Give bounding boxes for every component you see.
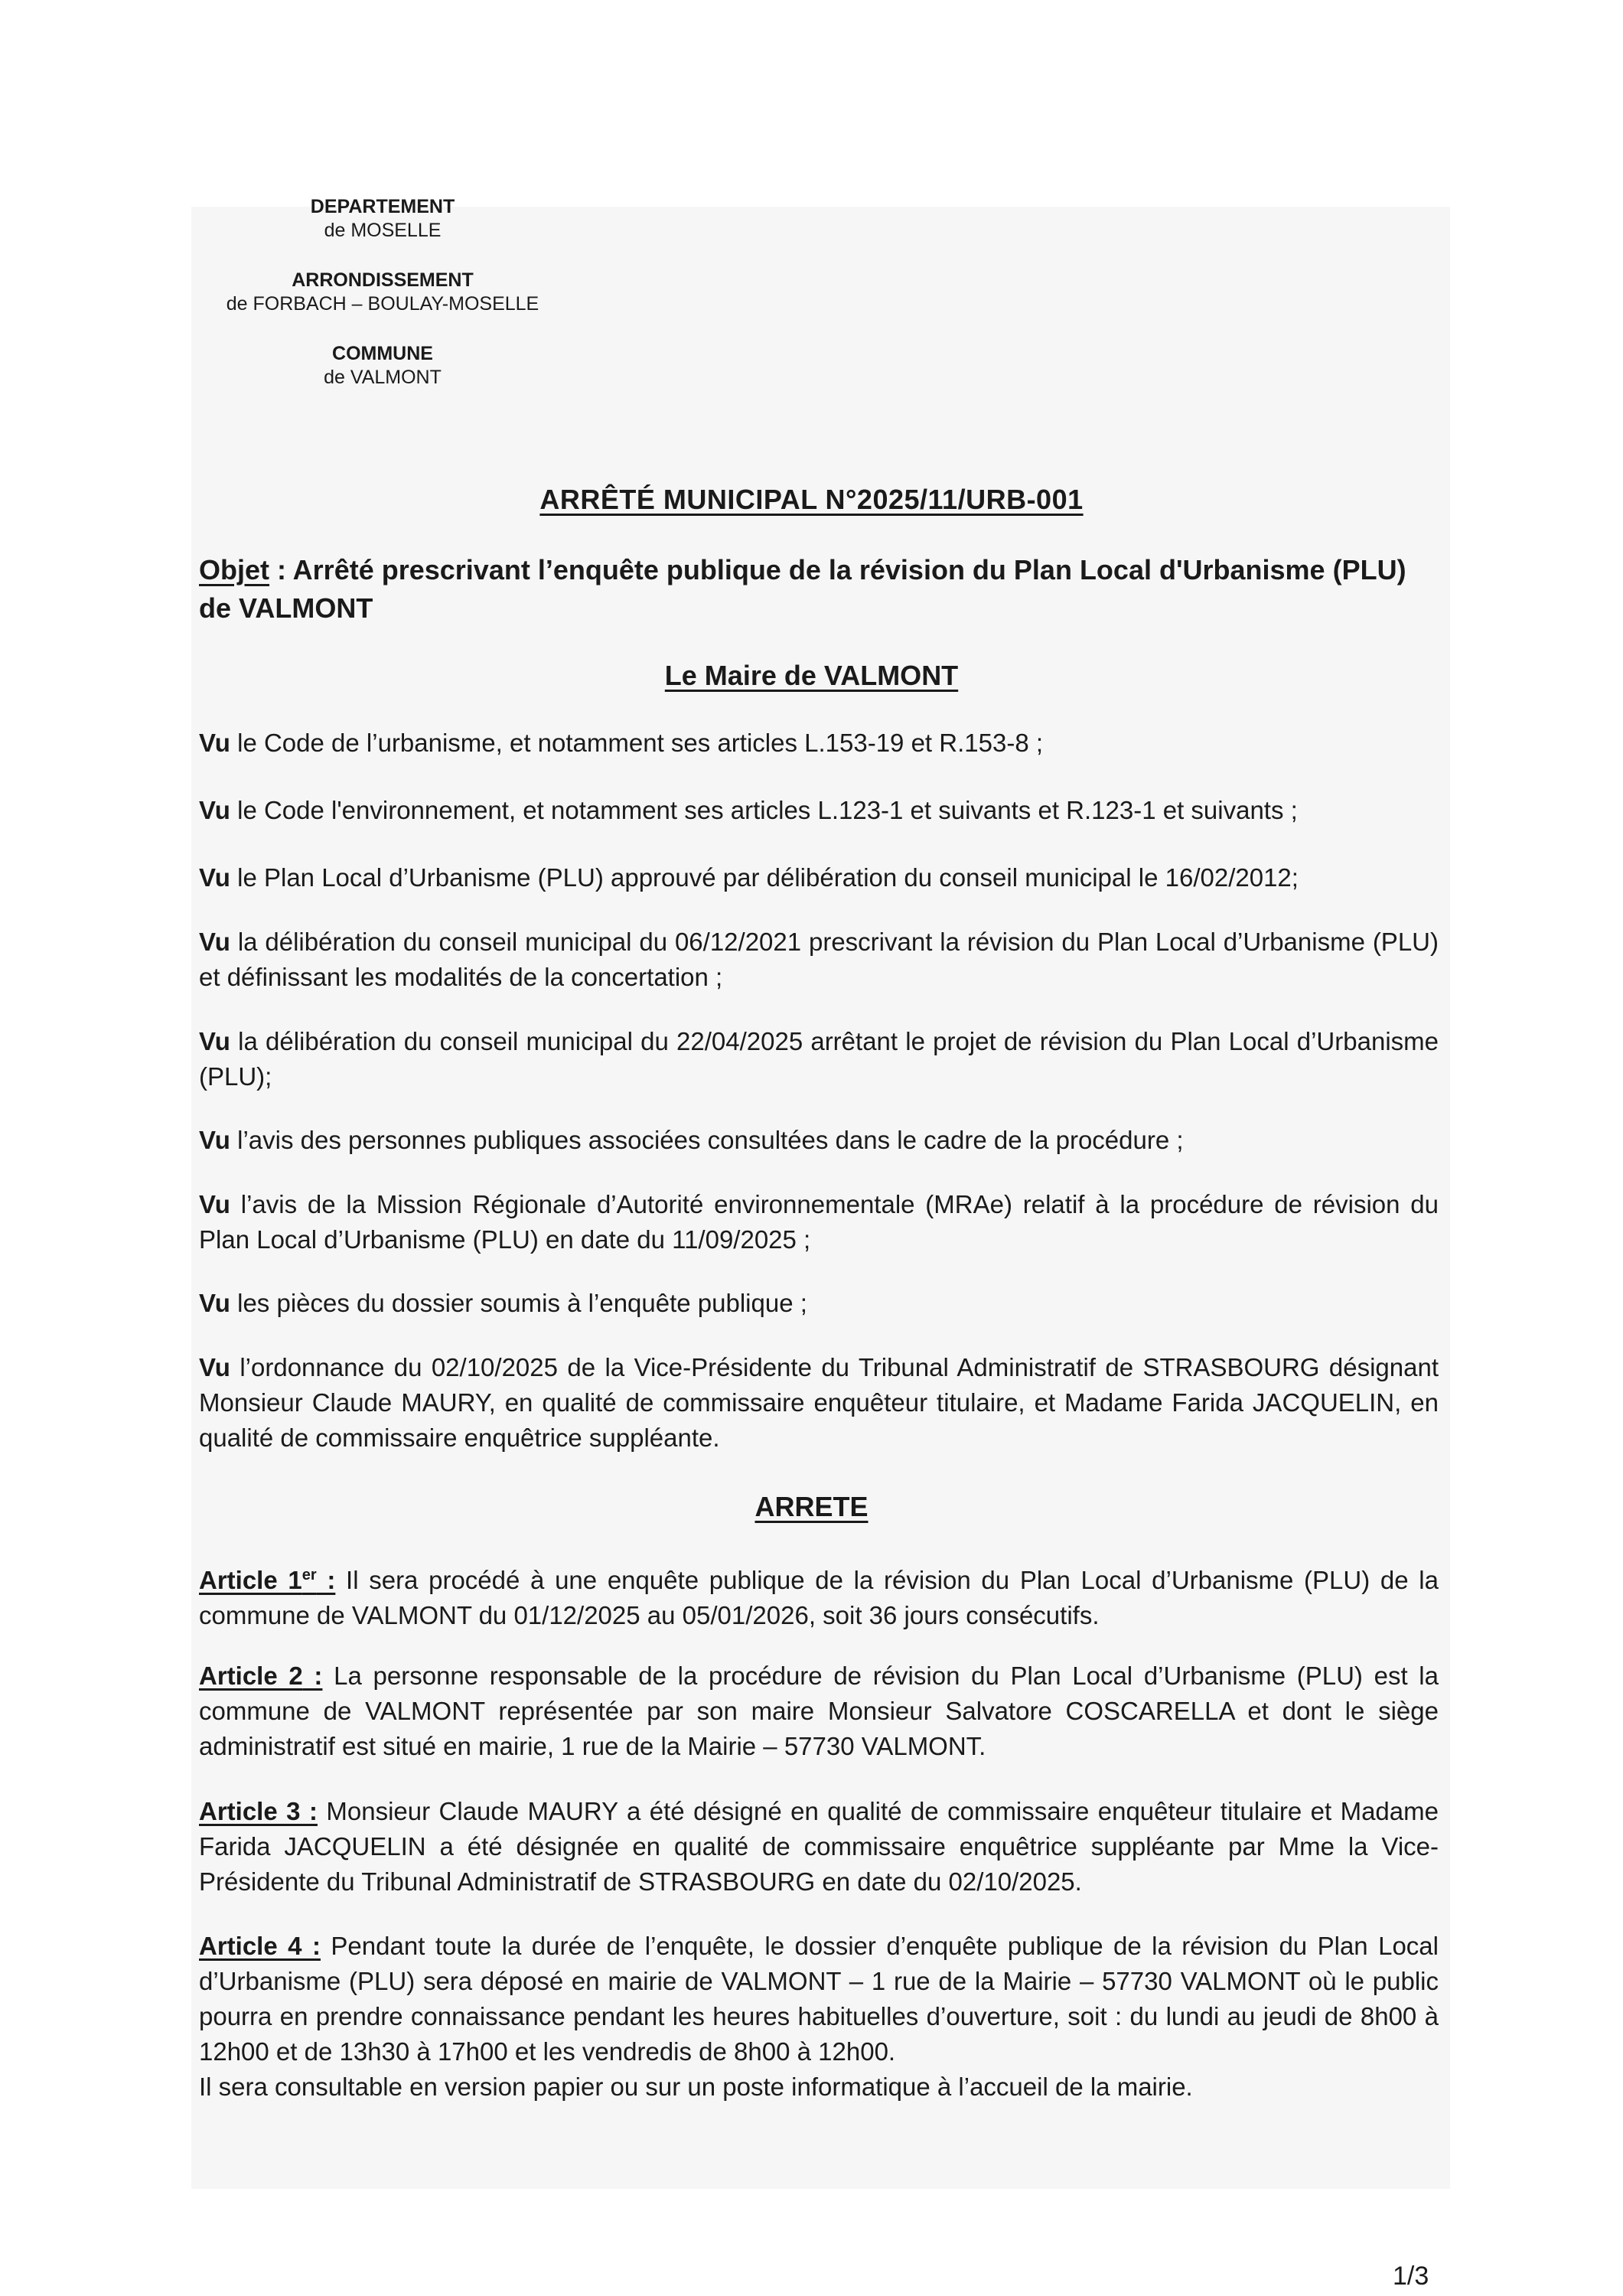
vu-label: Vu [199,796,230,824]
departement-value: de MOSELLE [324,220,442,241]
vu-label: Vu [199,1027,230,1055]
article-3 [199,1794,1439,1900]
consideration-text: la délibération du conseil municipal du 06/12/2021 prescrivant la révision du Plan Local d’Urbanisme (PLU) et définissant les modalités de la concertation ; [199,928,1439,991]
consideration-text: la délibération du conseil municipal du 22/04/2025 arrêtant le projet de révision du Plan Local d’Urbanisme (PLU); [199,1027,1439,1091]
departement-label: DEPARTEMENT [310,196,455,217]
vu-label: Vu [199,1190,230,1218]
article-1 [199,1557,1439,1633]
arrondissement-label: ARRONDISSEMENT [292,269,474,291]
article-separator: : [302,1662,323,1690]
article-label [199,1932,321,1960]
article-number: Article 2 [199,1662,303,1690]
article-number: Article 1 [199,1566,302,1594]
vu-label: Vu [199,928,230,956]
object-label: Objet [199,554,270,585]
article-4 [199,1929,1439,2105]
article-text: Monsieur Claude MAURY a été désigné en qualité de commissaire enquêteur titulaire et Madame Farida JACQUELIN a été désignée en qualité de commissaire enquêtrice suppléante par Mme la Vice-Présidente du Tribunal Administratif de STRASBOURG en date du 02/10/2025. [199,1797,1439,1896]
consideration-4 [199,925,1439,995]
vu-label: Vu [199,729,230,757]
consideration-text: l’avis des personnes publiques associées consultées dans le cadre de la procédure ; [230,1126,1184,1154]
consideration-text: l’avis de la Mission Régionale d’Autorité environnementale (MRAe) relatif à la procédure de révision du Plan Local d’Urbanisme (PLU) en date du 11/09/2025 ; [199,1190,1439,1254]
article-label [199,1662,322,1690]
article-label [199,1797,318,1825]
document-title-text: ARRÊTÉ MUNICIPAL N°2025/11/URB-001 [539,484,1084,515]
consideration-text: l’ordonnance du 02/10/2025 de la Vice-Présidente du Tribunal Administratif de STRASBOURG désignant Monsieur Claude MAURY, en qualité de commissaire enquêteur titulaire, et Madame Farida JACQUELIN, en qualité de commissaire enquêtrice suppléante. [199,1353,1439,1452]
document-title [0,484,1623,516]
object-text: : Arrêté prescrivant l’enquête publique de la révision du Plan Local d'Urbanisme (PLU) de VALMONT [199,554,1406,624]
vu-label: Vu [199,1353,230,1381]
article-separator: : [300,1797,318,1825]
article-separator: : [301,1932,321,1960]
arrondissement-value: de FORBACH – BOULAY-MOSELLE [226,293,539,315]
consideration-8 [199,1286,1439,1321]
departement-block [184,195,582,243]
article-separator: : [316,1566,336,1594]
commune-value: de VALMONT [324,367,442,388]
vu-label: Vu [199,1126,230,1154]
consideration-7 [199,1187,1439,1257]
consideration-text: les pièces du dossier soumis à l’enquête publique ; [230,1289,807,1317]
object-line [199,551,1439,628]
arrondissement-block [184,269,582,316]
article-superscript: er [301,1567,317,1583]
vu-label: Vu [199,1289,230,1317]
consideration-text: le Code l'environnement, et notamment ses articles L.123-1 et suivants et R.123-1 et suivants ; [230,796,1298,824]
consideration-text: le Plan Local d’Urbanisme (PLU) approuvé par délibération du conseil municipal le 16/02/2012; [230,863,1299,892]
consideration-9 [199,1350,1439,1456]
article-2 [199,1658,1439,1764]
consideration-1 [199,726,1439,761]
commune-block [184,342,582,390]
consideration-3 [199,860,1439,895]
consideration-2 [199,793,1439,828]
article-text: Il sera procédé à une enquête publique de la révision du Plan Local d’Urbanisme (PLU) de la commune de VALMONT du 01/12/2025 au 05/01/2026, soit 36 jours consécutifs. [199,1566,1439,1629]
administrative-header [184,195,582,416]
article-text: La personne responsable de la procédure de révision du Plan Local d’Urbanisme (PLU) est la commune de VALMONT représentée par son maire Monsieur Salvatore COSCARELLA et dont le siège administratif est situé en mairie, 1 rue de la Mairie – 57730 VALMONT. [199,1662,1439,1760]
arrete-heading [0,1491,1623,1523]
consideration-5 [199,1024,1439,1094]
mayor-heading [0,660,1623,692]
consideration-text: le Code de l’urbanisme, et notamment ses articles L.153-19 et R.153-8 ; [230,729,1044,757]
article-text: Pendant toute la durée de l’enquête, le dossier d’enquête publique de la révision du Plan Local d’Urbanisme (PLU) sera déposé en mairie de VALMONT – 1 rue de la Mairie – 57730 VALMONT où le public pourra en prendre connaissance pendant les heures habituelles d’ouverture, soit : du lundi au jeudi de 8h00 à 12h00 et de 13h30 à 17h00 et les vendredis de 8h00 à 12h00. [199,1932,1439,2066]
mayor-heading-text: Le Maire de VALMONT [664,660,959,691]
commune-label: COMMUNE [332,343,433,364]
article-label [199,1566,335,1594]
consideration-6 [199,1123,1439,1158]
article-number: Article 3 [199,1797,301,1825]
vu-label: Vu [199,863,230,892]
arrete-heading-text: ARRETE [754,1491,869,1522]
article-4-extra: Il sera consultable en version papier ou sur un poste informatique à l’accueil de la mairie. [199,2073,1193,2101]
article-number: Article 4 [199,1932,302,1960]
page-number: 1/3 [1393,2262,1429,2291]
